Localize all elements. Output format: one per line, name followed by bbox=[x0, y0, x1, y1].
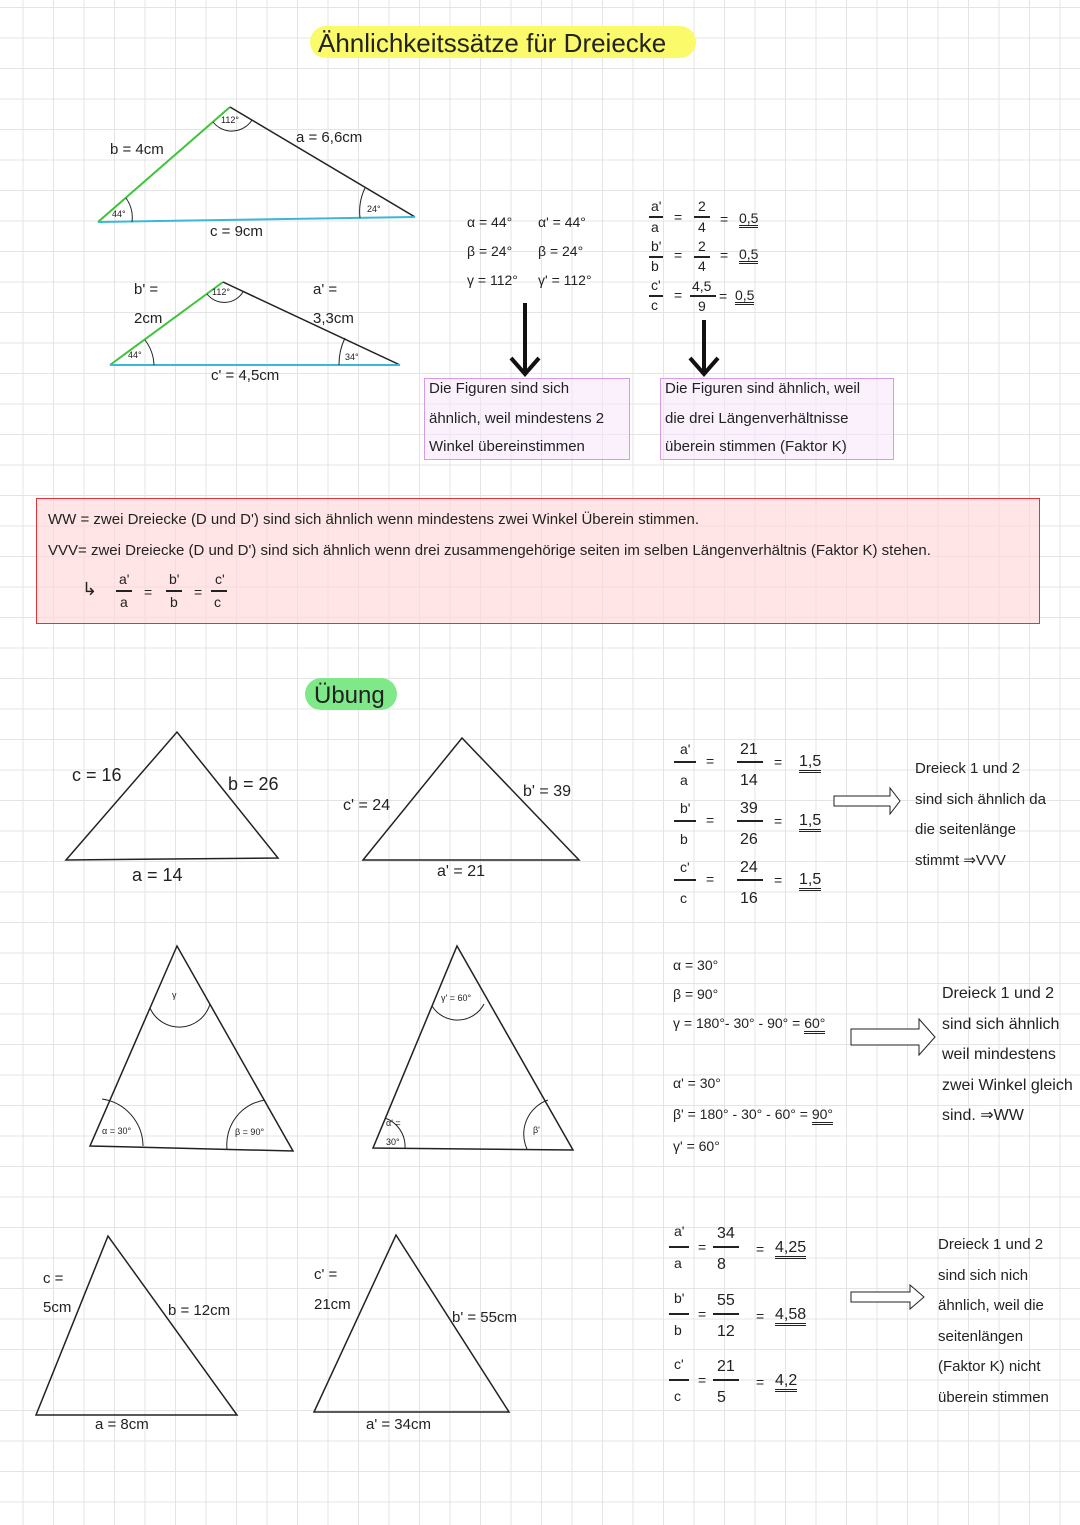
ratio-den2: 14 bbox=[740, 772, 758, 789]
ex2-result-gamma: 60° bbox=[804, 1015, 825, 1034]
box-line: Winkel übereinstimmen bbox=[429, 438, 585, 455]
ratio-num2: 21 bbox=[740, 741, 758, 758]
ex2-t2-gamma: γ' = 60° bbox=[441, 993, 472, 1003]
ex3-t2-a: a' = 34cm bbox=[366, 1416, 431, 1433]
conclusion-line: sind sich ähnlich bbox=[942, 1015, 1060, 1033]
ratio-num: c' bbox=[680, 859, 690, 875]
ratio-num: c' bbox=[674, 1356, 684, 1372]
ex2-right-arrow bbox=[851, 1019, 935, 1055]
rule-ww: WW = zwei Dreiecke (D und D') sind sich ähnlich wenn mindestens zwei Winkel Überein stimmen. bbox=[48, 511, 700, 528]
ex3-t1-c-2: 5cm bbox=[43, 1299, 72, 1316]
ratio-den: c bbox=[680, 890, 687, 906]
ex3-t2-c-1: c' = bbox=[314, 1266, 338, 1283]
tri1-gamma: 112° bbox=[221, 115, 239, 125]
conclusion-line: (Faktor K) nicht bbox=[938, 1358, 1041, 1375]
result: 0,5 bbox=[735, 287, 755, 303]
result: 0,5 bbox=[739, 246, 759, 262]
tri2-gamma: 112° bbox=[212, 287, 230, 297]
fraction-bar bbox=[713, 1246, 739, 1248]
tri1-label-a: a = 6,6cm bbox=[296, 129, 363, 146]
rule-vvv: VVV= zwei Dreiecke (D und D') sind sich ähnlich wenn drei zusammengehörige seiten im selben Längenverhältnis (Faktor K) stehen. bbox=[48, 542, 931, 559]
ratio-result: 1,5 bbox=[799, 872, 821, 891]
tri1-beta: 24° bbox=[367, 204, 381, 214]
ratio-den: b bbox=[674, 1322, 682, 1338]
den2: 9 bbox=[698, 298, 706, 314]
den2: 4 bbox=[698, 258, 706, 274]
fraction-bar bbox=[737, 761, 763, 763]
ex2-t2-alpha-1: α' = bbox=[386, 1118, 401, 1128]
down-arrow-2 bbox=[690, 320, 718, 374]
ex3-t1-b: b = 12cm bbox=[168, 1302, 231, 1319]
ex2-result-beta: 90° bbox=[812, 1106, 833, 1125]
ratio-den2: 5 bbox=[717, 1389, 726, 1406]
box-line: ähnlich, weil mindestens 2 bbox=[429, 410, 605, 427]
ex2-t1-gamma: γ bbox=[172, 990, 177, 1000]
equals: = bbox=[756, 1374, 765, 1390]
eq: = bbox=[674, 209, 683, 225]
eq: = bbox=[674, 287, 683, 303]
tri2-beta: 34° bbox=[345, 352, 359, 362]
ex2-calc-gamma-prime: γ' = 60° bbox=[673, 1138, 720, 1154]
conclusion-line: weil mindestens bbox=[942, 1046, 1056, 1063]
ex2-t1-beta: β = 90° bbox=[235, 1127, 265, 1137]
ratio-result: 1,5 bbox=[799, 813, 821, 832]
tri2-alpha-arc bbox=[145, 340, 154, 365]
tri2-side-a bbox=[223, 282, 400, 365]
ratio-num2: 24 bbox=[740, 859, 758, 876]
equals: = bbox=[756, 1241, 765, 1257]
ratio-den: b bbox=[680, 831, 688, 847]
ratio-result: 4,58 bbox=[775, 1307, 806, 1326]
ex3-t2-c-2: 21cm bbox=[314, 1296, 351, 1313]
conclusion-line: sind. ⇒WW bbox=[942, 1107, 1024, 1124]
fraction-bar bbox=[669, 1379, 689, 1381]
conclusion-box-ww bbox=[424, 378, 630, 460]
ex1-t1-b: b = 26 bbox=[228, 774, 279, 794]
den: a bbox=[651, 219, 659, 235]
fraction-bar bbox=[713, 1313, 739, 1315]
ex2-calc-beta-prime: β' = 180° - 30° - 60° = 90° bbox=[673, 1107, 833, 1121]
conclusion-line: sind sich nich bbox=[938, 1266, 1029, 1284]
ratio-num2: 34 bbox=[717, 1225, 735, 1242]
ex2-t2-gamma-arc bbox=[432, 1004, 484, 1020]
ratio-num2: 21 bbox=[717, 1358, 735, 1375]
ratio-num: a' bbox=[680, 741, 691, 757]
angle-gamma: γ = 112° bbox=[467, 272, 518, 288]
angle-beta-prime: β = 24° bbox=[538, 243, 584, 259]
ex2-t1-alpha: α = 30° bbox=[102, 1126, 132, 1136]
conclusion-line: Dreieck 1 und 2 bbox=[915, 760, 1021, 777]
angle-beta: β = 24° bbox=[467, 243, 513, 259]
equals: = bbox=[698, 1306, 707, 1322]
num2: 4,5 bbox=[692, 278, 712, 294]
fraction-bar bbox=[669, 1313, 689, 1315]
notes-page: Ähnlichkeitssätze für Dreiecke b = 4cm a = 6,6cm c = 9cm 44° 24° 112° b' = 2cm a' = 3,3cm c' = 4,5cm 44° 34° 112° α = 44° α' = 44° β = 24° β = 24° γ = 112° γ' = 112° a' a = 2 4 = 0,5 b' b = 2 4 = 0,5 c' c = 4,5 9 = 0,5 Die Figuren sind sich ähnlich, weil mindestens 2 Winkel übereinstimmen Die Figuren sind ähnlich, weil die drei Längenverhältnisse überein stimmen (Faktor K) WW = zwei Dreiecke (D und D') sind sich ähnlich wenn mindestens zwei Winkel Überein stimmen. VVV= zwei Dreiecke (D und D') sind sich ähnlich wenn drei zusammengehörige seiten im selben Längenverhältnis (Faktor K) stehen. ↳ a' a = b' b = c' c Übung c = 16 b = 26 a = 14 c' = 24 b' = 39 a' = 21 a' a = 21 14 = 1,5 b' b = 39 26 = 1,5 c' c = 24 16 = 1,5 Dreieck 1 und 2 sind sich ähnlich da die seitenlänge stimmt ⇒VVV γ α = 30° β = 90° γ' = 60° α' = 30° β' α = 30° β = 90° γ = 180°- 30° - 90° = 60° α' = 30° β' = 180° - 30° - 60° = 90° γ' = 60° Dreieck 1 und 2 sind sich ähnlich weil mindestens zwei Winkel gleich sind. ⇒WW c = 5cm b = 12cm a = 8cm c' = 21cm b' = 55cm a' = 34cm a' a = 34 8 = 4,25 b' b = 55 12 = 4,58 c' c = 21 5 = 4,2 Dreieck 1 und 2 sind sich nich ähnlich, weil die seitenlängen (Faktor K) nicht überein stimmen bbox=[0, 0, 1080, 1525]
ex2-t2-alpha-2: 30° bbox=[386, 1137, 400, 1147]
fraction-bar bbox=[674, 820, 696, 822]
ratio-den2: 26 bbox=[740, 831, 758, 848]
ratio-num: b' bbox=[680, 800, 691, 816]
ex2-t1-beta-arc bbox=[227, 1100, 265, 1149]
box-line: überein stimmen (Faktor K) bbox=[665, 438, 847, 455]
ex2-calc-alpha-prime: α' = 30° bbox=[673, 1075, 721, 1091]
down-arrow-1 bbox=[511, 303, 539, 374]
box-line: Die Figuren sind sich bbox=[429, 380, 570, 397]
ex2-calc-alpha: α = 30° bbox=[673, 957, 719, 973]
ex1-t2-a: a' = 21 bbox=[437, 863, 485, 880]
tri1-side-c bbox=[98, 217, 415, 222]
ex3-triangle-1 bbox=[36, 1236, 237, 1415]
num: b' bbox=[651, 238, 662, 254]
tri2-alpha: 44° bbox=[128, 350, 142, 360]
equals: = bbox=[698, 1239, 707, 1255]
conclusion-line: überein stimmen bbox=[938, 1388, 1049, 1406]
tri1-label-b: b = 4cm bbox=[110, 141, 164, 158]
ex1-triangle-1 bbox=[66, 732, 278, 860]
equals: = bbox=[774, 813, 783, 829]
num: c' bbox=[651, 277, 661, 293]
conclusion-line: Dreieck 1 und 2 bbox=[942, 985, 1055, 1002]
tri1-alpha-arc bbox=[126, 198, 132, 222]
conclusion-line: zwei Winkel gleich bbox=[942, 1076, 1073, 1094]
conclusion-line: Dreieck 1 und 2 bbox=[938, 1236, 1044, 1253]
ex1-t2-c: c' = 24 bbox=[343, 797, 391, 814]
fraction-bar bbox=[674, 879, 696, 881]
num: a' bbox=[651, 198, 662, 214]
tri1-beta-arc bbox=[360, 188, 365, 218]
ex1-t2-b: b' = 39 bbox=[523, 783, 571, 800]
ex2-calc-beta: β = 90° bbox=[673, 986, 719, 1002]
eq: = bbox=[674, 247, 683, 263]
tri1-alpha: 44° bbox=[112, 209, 126, 219]
ex1-t1-c: c = 16 bbox=[72, 765, 122, 785]
ratio-num2: 55 bbox=[717, 1292, 735, 1309]
ex3-right-arrow bbox=[851, 1285, 924, 1309]
ex3-t1-c-1: c = bbox=[43, 1270, 64, 1287]
ex2-triangle-1 bbox=[90, 946, 293, 1151]
conclusion-line: sind sich ähnlich da bbox=[915, 790, 1046, 808]
page-title: Ähnlichkeitssätze für Dreiecke bbox=[318, 28, 667, 58]
ratio-result: 4,25 bbox=[775, 1240, 806, 1259]
angle-alpha: α = 44° bbox=[467, 214, 513, 230]
conclusion-line: stimmt ⇒VVV bbox=[915, 851, 1006, 869]
num2: 2 bbox=[698, 238, 706, 254]
tri2-side-b bbox=[110, 282, 223, 365]
tri2-label-b-2: 2cm bbox=[134, 310, 163, 327]
fraction-bar bbox=[713, 1379, 739, 1381]
equals: = bbox=[706, 812, 715, 828]
tri1-label-c: c = 9cm bbox=[210, 223, 263, 240]
ratio-den2: 8 bbox=[717, 1256, 726, 1273]
ratio-num2: 39 bbox=[740, 800, 758, 817]
den2: 4 bbox=[698, 219, 706, 235]
num2: 2 bbox=[698, 198, 706, 214]
box-line: die drei Längenverhältnisse bbox=[665, 410, 849, 427]
turn-arrow-icon: ↳ bbox=[82, 579, 98, 599]
ratio-den: a bbox=[674, 1255, 682, 1271]
fraction-bar bbox=[737, 820, 763, 822]
tri2-label-a-2: 3,3cm bbox=[313, 310, 354, 327]
ex3-t2-b: b' = 55cm bbox=[452, 1309, 517, 1326]
ex1-t1-a: a = 14 bbox=[132, 865, 183, 885]
ex2-calc-gamma: γ = 180°- 30° - 90° = 60° bbox=[673, 1016, 825, 1030]
equals: = bbox=[774, 872, 783, 888]
equals: = bbox=[774, 754, 783, 770]
box-line: Die Figuren sind ähnlich, weil bbox=[665, 380, 861, 397]
ratio-num: b' bbox=[674, 1290, 685, 1306]
fraction-bar bbox=[674, 761, 696, 763]
tri2-label-a-1: a' = bbox=[313, 281, 338, 298]
tri1-side-b bbox=[98, 107, 230, 222]
exercise-title: Übung bbox=[314, 682, 385, 709]
ratio-den2: 16 bbox=[740, 890, 758, 907]
ex1-right-arrow bbox=[834, 788, 900, 814]
ex2-t2-beta: β' bbox=[533, 1125, 540, 1135]
ex3-t1-a: a = 8cm bbox=[95, 1416, 149, 1433]
ex2-t1-gamma-arc bbox=[150, 1004, 210, 1027]
ratio-result: 4,2 bbox=[775, 1373, 797, 1392]
conclusion-box-vvv bbox=[660, 378, 894, 460]
equals: = bbox=[756, 1308, 765, 1324]
ex2-triangle-2 bbox=[373, 946, 573, 1150]
angle-alpha-prime: α' = 44° bbox=[538, 214, 586, 230]
ratio-den: c bbox=[674, 1388, 681, 1404]
ratio-result: 1,5 bbox=[799, 754, 821, 773]
conclusion-line: ähnlich, weil die bbox=[938, 1297, 1044, 1314]
conclusion-line: die seitenlänge bbox=[915, 821, 1016, 838]
result: 0,5 bbox=[739, 210, 759, 226]
tri2-label-b-1: b' = bbox=[134, 281, 159, 298]
angle-gamma-prime: γ' = 112° bbox=[538, 272, 592, 288]
den: b bbox=[651, 258, 659, 274]
den: c bbox=[651, 297, 658, 313]
tri1-side-a bbox=[230, 107, 415, 217]
conclusion-line: seitenlängen bbox=[938, 1327, 1024, 1345]
fraction-bar bbox=[669, 1246, 689, 1248]
equals: = bbox=[706, 753, 715, 769]
ratio-den: a bbox=[680, 772, 688, 788]
equals: = bbox=[698, 1372, 707, 1388]
tri2-label-c: c' = 4,5cm bbox=[211, 367, 280, 384]
fraction-bar bbox=[737, 879, 763, 881]
ratio-den2: 12 bbox=[717, 1323, 735, 1340]
equals: = bbox=[706, 871, 715, 887]
ratio-num: a' bbox=[674, 1223, 685, 1239]
